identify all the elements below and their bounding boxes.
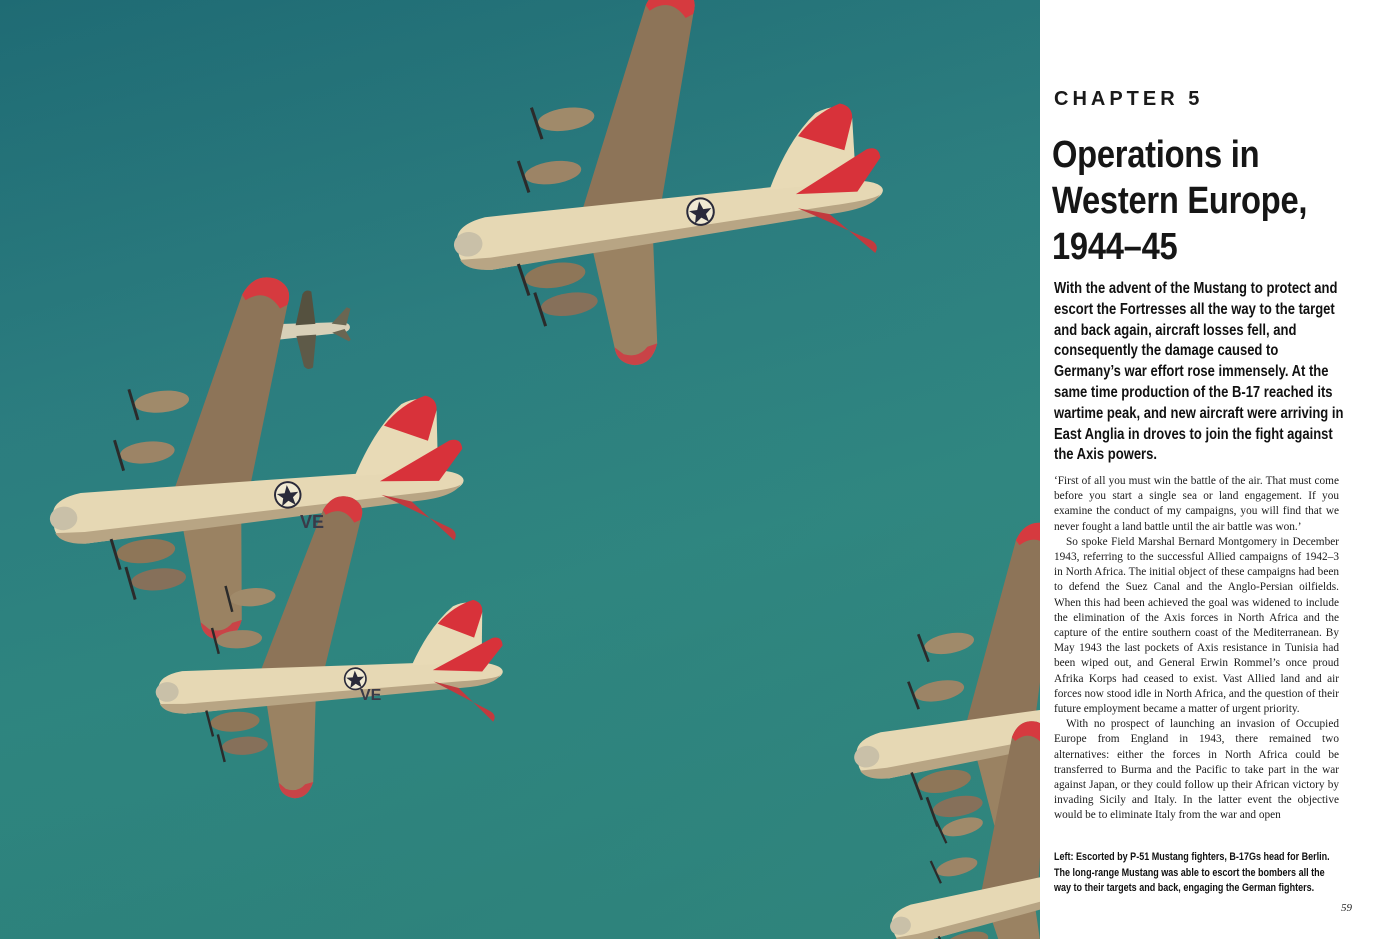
photo-caption: Left: Escorted by P-51 Mustang fighters, B-17Gs head for Berlin. The long-range Mustang was able to escort the bombers all the way to their targets and back, engaging the German fighters.	[1054, 851, 1330, 894]
chapter-title-line: 1944–45	[1052, 226, 1178, 268]
body-paragraph: So spoke Field Marshal Bernard Montgomery in December 1943, referring to the successful Allied campaigns of 1942–3 in North Africa. The initial object of these campaigns had been to defend the Suez Canal and the Anglo-Persian oilfields. When this had been achieved the goal was widened to include the elimination of the Axis forces in North Africa and the capture of the entire southern coast of the Mediterranean. By May 1943 the last pockets of Axis resistance in Tunisia had been wiped out, and General Erwin Rommel’s once proud Afrika Korps had ceased to exist. Vast Allied land and air forces now stood idle in North Africa, and the question of their future employment became a matter of urgent priority.	[1054, 535, 1339, 716]
page-number: 59	[1341, 902, 1352, 914]
chapter-title	[1052, 132, 1336, 270]
chapter-intro: With the advent of the Mustang to protect and escort the Fortresses all the way to the target and back again, aircraft losses fell, and consequently the damage caused to Germany’s war effort rose immensely. At the same time production of the B-17 reached its wartime peak, and new aircraft were arriving in East Anglia in droves to join the fight against the Axis powers.	[1054, 280, 1344, 464]
fuselage-code-mark: VE	[300, 512, 325, 532]
chapter-text-page	[1040, 0, 1400, 939]
body-paragraph: ‘First of all you must win the battle of the air. That must come before you start a single sea or land engagement. If you examine the conduct of my campaigns, you will find that we never fought a land battle until the air battle was won.’	[1054, 475, 1339, 533]
chapter-title-line: Operations in	[1052, 134, 1260, 176]
fuselage-code-mark: VE	[360, 687, 382, 704]
chapter-label: CHAPTER 5	[1054, 88, 1204, 110]
chapter-title-line: Western Europe,	[1052, 180, 1308, 222]
body-text	[1054, 474, 1339, 824]
body-paragraph: With no prospect of launching an invasion of Occupied Europe from England in 1943, there remained two alternatives: either the forces in North Africa could be transferred to Burma and the Pacific to take part in the war against Japan, or they could follow up their African victory by invading Sicily and Italy. In the latter event the objective would be to eliminate Italy from the war and open	[1054, 718, 1339, 822]
